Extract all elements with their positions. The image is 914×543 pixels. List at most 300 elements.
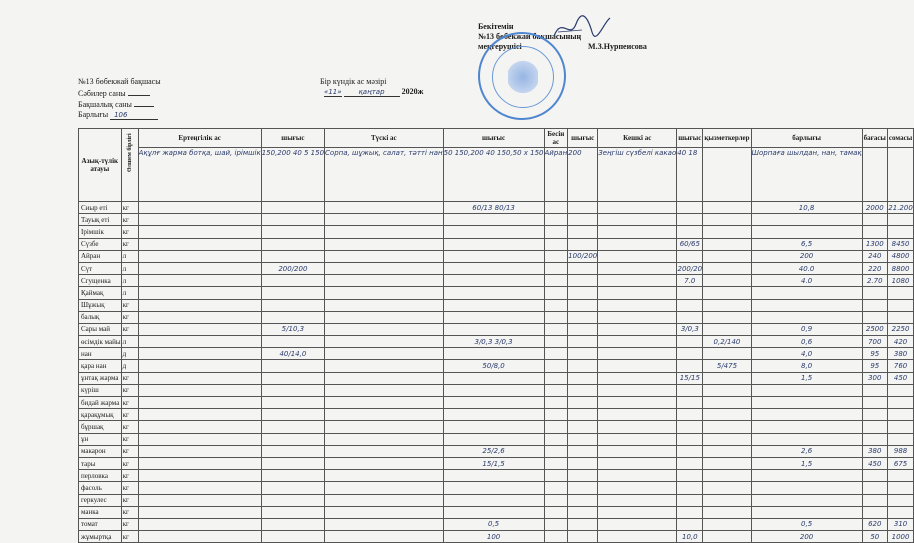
row-value-cell xyxy=(862,421,887,433)
row-value-cell: 50 xyxy=(862,531,887,543)
row-value-cell xyxy=(887,421,913,433)
row-value-cell xyxy=(598,287,677,299)
row-value-cell xyxy=(703,214,751,226)
row-value-cell xyxy=(544,360,568,372)
row-value-cell: 4800 xyxy=(887,250,913,262)
row-name: томат xyxy=(79,518,122,530)
row-value-cell xyxy=(138,214,261,226)
row-value-cell xyxy=(703,348,751,360)
row-value-cell xyxy=(751,287,862,299)
row-value-cell xyxy=(887,287,913,299)
row-value-cell xyxy=(887,409,913,421)
row-value-cell: 100 xyxy=(443,531,544,543)
row-value-cell: 15/15 xyxy=(677,372,703,384)
menu-cell-9: Шорпаға шылдан, нан, тамақ xyxy=(751,148,862,202)
table-row xyxy=(79,262,914,274)
row-value-cell xyxy=(598,202,677,214)
row-value-cell: 0,2/140 xyxy=(703,336,751,348)
table-row xyxy=(79,518,914,530)
row-value-cell xyxy=(138,275,261,287)
row-value-cell xyxy=(138,457,261,469)
row-value-cell xyxy=(568,214,598,226)
row-value-cell xyxy=(568,494,598,506)
row-value-cell xyxy=(598,433,677,445)
row-value-cell xyxy=(544,531,568,543)
row-value-cell: 50/8,0 xyxy=(443,360,544,372)
row-value-cell xyxy=(138,433,261,445)
row-unit: л xyxy=(121,262,138,274)
row-name: бидай жарма xyxy=(79,397,122,409)
child-text: Бақшалық саны xyxy=(78,100,132,109)
row-value-cell xyxy=(598,214,677,226)
row-name: балық xyxy=(79,311,122,323)
row-value-cell xyxy=(325,360,444,372)
row-value-cell xyxy=(862,226,887,238)
row-unit: кг xyxy=(121,384,138,396)
row-value-cell: 620 xyxy=(862,518,887,530)
row-value-cell xyxy=(544,433,568,445)
row-value-cell xyxy=(325,348,444,360)
row-value-cell xyxy=(568,238,598,250)
row-name: Қаймақ xyxy=(79,287,122,299)
row-value-cell xyxy=(325,262,444,274)
row-value-cell xyxy=(261,433,324,445)
row-value-cell xyxy=(325,250,444,262)
table-row xyxy=(79,506,914,518)
row-value-cell xyxy=(887,494,913,506)
row-unit: л xyxy=(121,275,138,287)
row-unit: кг xyxy=(121,238,138,250)
table-row xyxy=(79,311,914,323)
table-row xyxy=(79,202,914,214)
row-value-cell: 10,8 xyxy=(751,202,862,214)
row-unit: кг xyxy=(121,311,138,323)
row-value-cell: 450 xyxy=(887,372,913,384)
row-value-cell xyxy=(544,275,568,287)
row-name: Сары май xyxy=(79,323,122,335)
row-value-cell xyxy=(544,372,568,384)
row-value-cell xyxy=(568,506,598,518)
table-row xyxy=(79,531,914,543)
col-header-0: Ертеңгілік ас xyxy=(138,129,261,148)
row-value-cell xyxy=(598,531,677,543)
row-value-cell xyxy=(677,409,703,421)
row-value-cell: 60/13 80/13 xyxy=(443,202,544,214)
row-value-cell: 1300 xyxy=(862,238,887,250)
row-unit: кг xyxy=(121,226,138,238)
row-value-cell xyxy=(598,323,677,335)
row-value-cell xyxy=(138,372,261,384)
row-value-cell xyxy=(325,226,444,238)
row-value-cell xyxy=(598,445,677,457)
row-value-cell xyxy=(544,202,568,214)
col-header-11: сомасы xyxy=(887,129,913,148)
row-value-cell: 675 xyxy=(887,457,913,469)
row-value-cell: 15/1,5 xyxy=(443,457,544,469)
row-value-cell xyxy=(544,397,568,409)
row-value-cell xyxy=(887,299,913,311)
row-value-cell xyxy=(887,214,913,226)
menu-cell-0: Ақұлғ жарма ботқа, шай, ірімшік xyxy=(138,148,261,202)
row-value-cell xyxy=(138,397,261,409)
row-value-cell: 1,5 xyxy=(751,372,862,384)
row-value-cell xyxy=(677,482,703,494)
row-value-cell xyxy=(703,250,751,262)
row-value-cell xyxy=(261,482,324,494)
row-value-cell xyxy=(138,262,261,274)
row-value-cell xyxy=(862,384,887,396)
row-value-cell xyxy=(887,470,913,482)
row-value-cell xyxy=(544,214,568,226)
row-value-cell: 2250 xyxy=(887,323,913,335)
col-header-7: шығыс xyxy=(677,129,703,148)
table-row xyxy=(79,409,914,421)
row-name: Тауық еті xyxy=(79,214,122,226)
row-value-cell xyxy=(544,409,568,421)
row-value-cell xyxy=(325,384,444,396)
row-value-cell xyxy=(887,397,913,409)
row-value-cell xyxy=(568,433,598,445)
row-value-cell xyxy=(677,360,703,372)
row-value-cell xyxy=(568,531,598,543)
row-value-cell xyxy=(544,506,568,518)
table-row xyxy=(79,470,914,482)
row-value-cell xyxy=(751,226,862,238)
col-header-4: Бесін ас xyxy=(544,129,568,148)
row-value-cell xyxy=(544,336,568,348)
row-value-cell xyxy=(544,238,568,250)
col-header-9: барлығы xyxy=(751,129,862,148)
table-row xyxy=(79,226,914,238)
row-value-cell xyxy=(544,250,568,262)
table-row xyxy=(79,433,914,445)
row-value-cell xyxy=(598,275,677,287)
row-value-cell: 10,0 xyxy=(677,531,703,543)
row-value-cell xyxy=(677,457,703,469)
row-value-cell xyxy=(544,494,568,506)
row-unit: кг xyxy=(121,482,138,494)
row-value-cell xyxy=(443,262,544,274)
row-value-cell xyxy=(598,397,677,409)
row-value-cell xyxy=(751,494,862,506)
row-value-cell xyxy=(677,299,703,311)
row-value-cell xyxy=(544,457,568,469)
row-value-cell xyxy=(703,311,751,323)
row-value-cell xyxy=(703,506,751,518)
row-value-cell: 0,6 xyxy=(751,336,862,348)
row-unit: кг xyxy=(121,457,138,469)
row-value-cell xyxy=(325,506,444,518)
row-value-cell xyxy=(568,384,598,396)
row-value-cell xyxy=(568,482,598,494)
row-value-cell xyxy=(261,445,324,457)
row-value-cell xyxy=(325,299,444,311)
row-value-cell xyxy=(544,299,568,311)
row-value-cell xyxy=(598,470,677,482)
col-header-2: Түскі ас xyxy=(325,129,444,148)
row-value-cell xyxy=(703,457,751,469)
row-value-cell xyxy=(568,226,598,238)
row-value-cell xyxy=(862,299,887,311)
row-value-cell xyxy=(751,506,862,518)
row-value-cell xyxy=(887,433,913,445)
col-unit-header xyxy=(121,129,138,202)
row-name: Сиыр еті xyxy=(79,202,122,214)
row-value-cell xyxy=(703,482,751,494)
col-header-1: шығыс xyxy=(261,129,324,148)
row-unit: кг xyxy=(121,299,138,311)
row-value-cell xyxy=(598,506,677,518)
row-value-cell xyxy=(568,323,598,335)
row-value-cell: 380 xyxy=(862,445,887,457)
row-value-cell: 2000 xyxy=(862,202,887,214)
row-value-cell: 2.70 xyxy=(862,275,887,287)
row-value-cell xyxy=(325,214,444,226)
row-value-cell xyxy=(138,238,261,250)
row-value-cell xyxy=(443,494,544,506)
row-value-cell xyxy=(751,470,862,482)
row-value-cell xyxy=(325,409,444,421)
row-value-cell xyxy=(703,262,751,274)
row-value-cell xyxy=(443,226,544,238)
row-name: бұршақ xyxy=(79,421,122,433)
row-value-cell xyxy=(677,421,703,433)
menu-cell-1: 150,200 40 5 150 xyxy=(261,148,324,202)
row-value-cell xyxy=(862,287,887,299)
row-value-cell xyxy=(544,311,568,323)
col-name-header: Азық-түлік атауы xyxy=(79,129,122,202)
row-value-cell xyxy=(887,226,913,238)
row-value-cell xyxy=(325,470,444,482)
row-value-cell xyxy=(138,384,261,396)
row-unit: кг xyxy=(121,421,138,433)
row-value-cell xyxy=(138,518,261,530)
row-value-cell xyxy=(568,311,598,323)
menu-cell-10 xyxy=(862,148,887,202)
row-value-cell xyxy=(325,311,444,323)
row-value-cell xyxy=(703,238,751,250)
total-value: 106 xyxy=(110,111,158,120)
staff-text: Сәбилер саны xyxy=(78,89,126,98)
row-name: фасоль xyxy=(79,482,122,494)
row-unit: кг xyxy=(121,214,138,226)
row-value-cell xyxy=(443,409,544,421)
row-name: Сүзбе xyxy=(79,238,122,250)
table-row xyxy=(79,421,914,433)
row-value-cell xyxy=(703,299,751,311)
row-value-cell xyxy=(598,250,677,262)
row-value-cell xyxy=(138,482,261,494)
row-value-cell: 60/65 xyxy=(677,238,703,250)
row-value-cell xyxy=(443,214,544,226)
row-value-cell: 40/14,0 xyxy=(261,348,324,360)
row-unit: д xyxy=(121,348,138,360)
row-value-cell xyxy=(677,214,703,226)
row-value-cell xyxy=(703,384,751,396)
table-row xyxy=(79,445,914,457)
row-value-cell xyxy=(443,372,544,384)
date-day: «11» xyxy=(324,88,342,96)
row-value-cell: 7.0 xyxy=(677,275,703,287)
row-unit: кг xyxy=(121,372,138,384)
row-value-cell xyxy=(138,445,261,457)
menu-cell-8 xyxy=(703,148,751,202)
date-month: қаңтар xyxy=(344,88,400,97)
row-value-cell xyxy=(544,421,568,433)
row-value-cell xyxy=(703,372,751,384)
row-value-cell xyxy=(598,518,677,530)
row-value-cell xyxy=(544,482,568,494)
row-value-cell xyxy=(677,506,703,518)
row-value-cell xyxy=(261,372,324,384)
row-value-cell: 988 xyxy=(887,445,913,457)
row-value-cell xyxy=(443,433,544,445)
row-value-cell xyxy=(887,311,913,323)
row-value-cell xyxy=(598,409,677,421)
row-value-cell xyxy=(677,494,703,506)
row-value-cell xyxy=(443,250,544,262)
row-value-cell: 380 xyxy=(887,348,913,360)
row-value-cell xyxy=(544,226,568,238)
row-value-cell xyxy=(325,494,444,506)
row-unit: л xyxy=(121,336,138,348)
row-unit: кг xyxy=(121,202,138,214)
date-year: 2020ж xyxy=(401,87,424,96)
row-value-cell xyxy=(677,250,703,262)
row-value-cell xyxy=(751,482,862,494)
row-value-cell xyxy=(568,421,598,433)
row-name: өсімдік майы xyxy=(79,336,122,348)
row-value-cell xyxy=(325,336,444,348)
row-name: нан xyxy=(79,348,122,360)
row-value-cell xyxy=(138,506,261,518)
row-value-cell: 1080 xyxy=(887,275,913,287)
col-header-8: қызметкерлер xyxy=(703,129,751,148)
row-value-cell xyxy=(703,287,751,299)
row-value-cell: 0,5 xyxy=(443,518,544,530)
row-value-cell xyxy=(703,421,751,433)
row-value-cell xyxy=(325,457,444,469)
row-value-cell xyxy=(862,482,887,494)
row-value-cell xyxy=(568,262,598,274)
row-value-cell xyxy=(138,494,261,506)
row-value-cell xyxy=(261,238,324,250)
row-name: қарақұмық xyxy=(79,409,122,421)
row-value-cell xyxy=(598,299,677,311)
row-value-cell xyxy=(568,348,598,360)
row-name: Айран xyxy=(79,250,122,262)
col-header-10: бағасы xyxy=(862,129,887,148)
row-value-cell xyxy=(598,238,677,250)
row-value-cell xyxy=(443,238,544,250)
row-value-cell xyxy=(325,445,444,457)
row-value-cell xyxy=(598,421,677,433)
row-value-cell: 3/0,3 3/0,3 xyxy=(443,336,544,348)
row-value-cell xyxy=(677,470,703,482)
approval-name: М.З.Нурпеисова xyxy=(588,42,647,51)
row-value-cell xyxy=(544,384,568,396)
row-value-cell xyxy=(261,226,324,238)
row-value-cell xyxy=(862,214,887,226)
table-row xyxy=(79,384,914,396)
row-value-cell xyxy=(598,457,677,469)
row-value-cell xyxy=(887,506,913,518)
row-value-cell xyxy=(325,518,444,530)
row-value-cell: 760 xyxy=(887,360,913,372)
row-value-cell xyxy=(261,360,324,372)
row-value-cell: 200/200 xyxy=(261,262,324,274)
row-value-cell xyxy=(703,409,751,421)
row-value-cell xyxy=(443,323,544,335)
table-row xyxy=(79,323,914,335)
row-value-cell xyxy=(325,372,444,384)
menu-row xyxy=(79,148,914,202)
row-value-cell xyxy=(261,275,324,287)
row-value-cell xyxy=(677,226,703,238)
row-unit: кг xyxy=(121,506,138,518)
row-value-cell xyxy=(703,275,751,287)
row-value-cell xyxy=(325,421,444,433)
row-value-cell xyxy=(443,397,544,409)
menu-table xyxy=(78,128,914,543)
approval-line2: меңгерушісі xyxy=(478,42,522,51)
row-value-cell xyxy=(568,299,598,311)
row-unit: кг xyxy=(121,323,138,335)
row-value-cell xyxy=(544,470,568,482)
row-value-cell xyxy=(325,433,444,445)
row-value-cell: 240 xyxy=(862,250,887,262)
row-value-cell xyxy=(325,531,444,543)
row-name: күріш xyxy=(79,384,122,396)
row-value-cell xyxy=(261,214,324,226)
row-value-cell xyxy=(325,482,444,494)
row-value-cell xyxy=(443,275,544,287)
row-value-cell xyxy=(703,518,751,530)
row-value-cell xyxy=(703,323,751,335)
row-name: геркулес xyxy=(79,494,122,506)
row-value-cell xyxy=(751,421,862,433)
menu-date xyxy=(324,87,423,97)
row-value-cell xyxy=(443,482,544,494)
row-value-cell xyxy=(568,470,598,482)
row-value-cell xyxy=(862,397,887,409)
row-name: Ірімшік xyxy=(79,226,122,238)
row-value-cell xyxy=(703,226,751,238)
table-row xyxy=(79,214,914,226)
row-value-cell xyxy=(138,531,261,543)
row-value-cell xyxy=(598,336,677,348)
col-unit-text: Өлшем бірлігі xyxy=(126,133,133,172)
row-value-cell xyxy=(751,384,862,396)
approval-line1: №13 бөбекжай бақшасының xyxy=(478,32,582,41)
row-value-cell xyxy=(261,421,324,433)
row-unit: кг xyxy=(121,409,138,421)
row-value-cell xyxy=(703,433,751,445)
table-row xyxy=(79,457,914,469)
row-unit: кг xyxy=(121,518,138,530)
row-name: Сгущенка xyxy=(79,275,122,287)
menu-cell-7: 40 18 xyxy=(677,148,703,202)
row-name: Шұжық xyxy=(79,299,122,311)
row-value-cell xyxy=(703,470,751,482)
row-value-cell xyxy=(138,311,261,323)
row-value-cell xyxy=(703,397,751,409)
row-value-cell xyxy=(568,445,598,457)
row-value-cell xyxy=(544,262,568,274)
row-value-cell xyxy=(862,311,887,323)
school-name: №13 бөбекжай бақшасы xyxy=(78,77,161,86)
row-value-cell xyxy=(677,348,703,360)
